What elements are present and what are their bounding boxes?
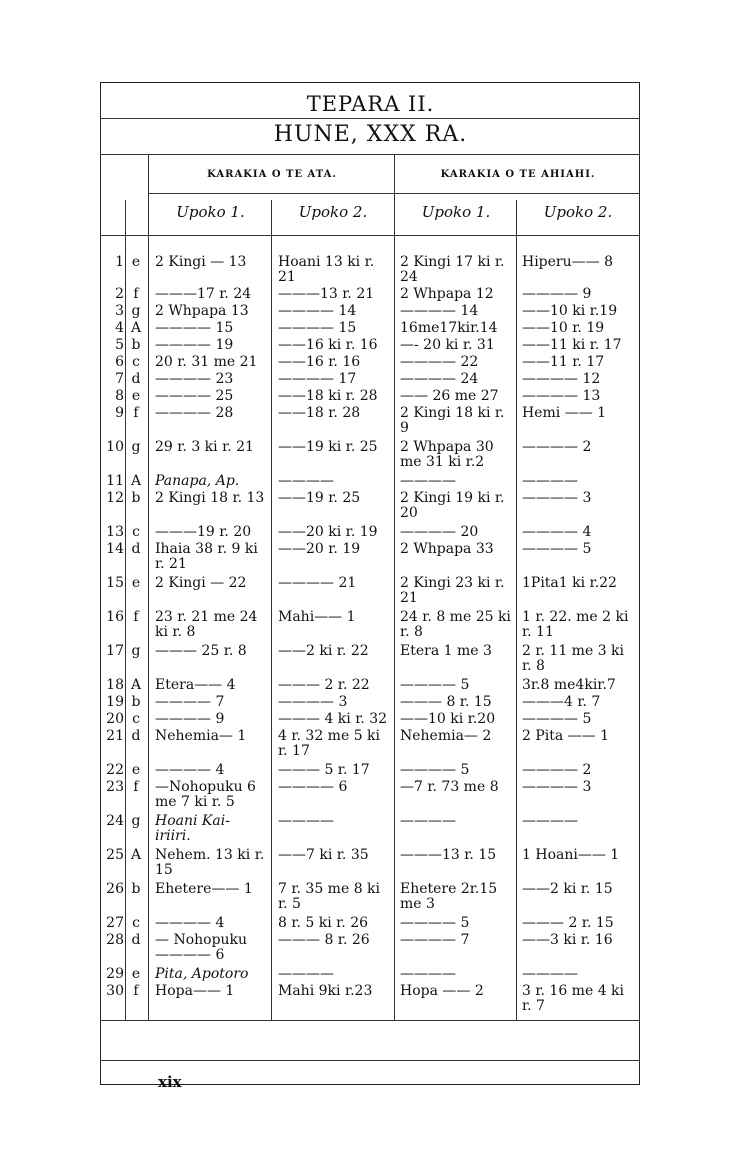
cell-d: ———— 3 [522,780,592,795]
cell-a: 20 r. 31 me 21 [155,355,258,370]
cell-day: 1 [115,255,124,270]
cell-letter: A [130,321,142,336]
cell-a: 29 r. 3 ki r. 21 [155,440,254,455]
cell-day: 26 [106,882,124,897]
cell-letter: d [131,729,141,744]
cell-letter: f [133,780,139,795]
cell-day: 14 [106,542,124,557]
cell-a: 23 r. 21 me 24 ki r. 8 [155,610,258,640]
cell-day: 24 [106,814,124,829]
cell-b: 7 r. 35 me 8 ki r. 5 [278,882,381,912]
cell-a: ———19 r. 20 [155,525,252,540]
cell-a: Hopa—— 1 [155,984,235,999]
rule-top-title [100,118,640,119]
cell-c: ———— 22 [400,355,479,370]
cell-b: ——20 ki r. 19 [278,525,378,540]
cell-a: ———— 4 [155,916,225,931]
cell-letter: g [131,440,141,455]
vrule-c1 [271,200,272,1020]
cell-d: ——11 r. 17 [522,355,605,370]
cell-b: ——7 ki r. 35 [278,848,369,863]
cell-day: 7 [115,372,124,387]
cell-letter: g [131,814,141,829]
cell-b: ———— 15 [278,321,357,336]
cell-c: —7 r. 73 me 8 [400,780,499,795]
cell-c: ———— 24 [400,372,479,387]
cell-day: 16 [106,610,124,625]
cell-d: ———— 5 [522,542,592,557]
cell-d: 2 r. 11 me 3 ki r. 8 [522,644,625,674]
cell-b: ——18 r. 28 [278,406,361,421]
cell-c: 2 Kingi 17 ki r. 24 [400,255,505,285]
cell-a: ———17 r. 24 [155,287,252,302]
cell-a: Ihaia 38 r. 9 ki r. 21 [155,542,258,572]
cell-b: ———13 r. 21 [278,287,375,302]
cell-letter: c [132,525,140,540]
cell-letter: c [132,355,140,370]
cell-letter: A [130,848,142,863]
cell-a: ———— 7 [155,695,225,710]
cell-d: 1Pita1 ki r.22 [522,576,617,591]
cell-letter: A [130,678,142,693]
cell-day: 30 [106,984,124,999]
cell-a: 2 Kingi — 13 [155,255,247,270]
cell-day: 15 [106,576,124,591]
cell-a: ——— 25 r. 8 [155,644,247,659]
cell-letter: d [131,542,141,557]
cell-d: 3 r. 16 me 4 ki r. 7 [522,984,625,1014]
colhead-2: Upoko 2. [298,203,368,221]
cell-c: ———— 5 [400,678,470,693]
cell-letter: b [131,338,141,353]
cell-letter: A [130,474,142,489]
cell-a: ———— 28 [155,406,234,421]
cell-c: ———— 5 [400,763,470,778]
cell-c: ——10 ki r.20 [400,712,496,727]
cell-a: Ehetere—— 1 [155,882,253,897]
page-title: TEPARA II. [306,92,435,116]
cell-b: ——18 ki r. 28 [278,389,378,404]
cell-day: 3 [115,304,124,319]
cell-b: ——19 r. 25 [278,491,361,506]
cell-b: ——— 5 r. 17 [278,763,370,778]
cell-day: 11 [106,474,124,489]
cell-d: ———4 r. 7 [522,695,601,710]
cell-letter: f [133,406,139,421]
cell-d: ———— [522,474,578,489]
cell-a: ———— 4 [155,763,225,778]
cell-letter: b [131,491,141,506]
cell-letter: c [132,916,140,931]
vrule-c3 [516,200,517,1020]
cell-d: ———— 9 [522,287,592,302]
cell-b: ———— 14 [278,304,357,319]
cell-b: 8 r. 5 ki r. 26 [278,916,369,931]
cell-day: 20 [106,712,124,727]
cell-a: 2 Whpapa 13 [155,304,249,319]
cell-day: 21 [106,729,124,744]
cell-day: 2 [115,287,124,302]
cell-a: Nehem. 13 ki r. 15 [155,848,265,878]
cell-a: ———— 19 [155,338,234,353]
page-number: xix [158,1073,182,1091]
cell-b: ——— 2 r. 22 [278,678,370,693]
cell-d: 3r.8 me4kir.7 [522,678,616,693]
rule-below-month [100,154,640,155]
colhead-1: Upoko 1. [176,203,245,221]
cell-a: ———— 25 [155,389,234,404]
cell-day: 29 [106,967,124,982]
cell-a: Hoani Kai-iriiri. [155,814,230,844]
cell-c: 24 r. 8 me 25 ki r. 8 [400,610,511,640]
cell-d: ——3 ki r. 16 [522,933,613,948]
cell-day: 17 [106,644,124,659]
cell-d: 2 Pita —— 1 [522,729,610,744]
cell-b: ———— [278,474,334,489]
vrule-groups [394,155,395,1020]
cell-b: Mahi—— 1 [278,610,356,625]
cell-d: Hemi —— 1 [522,406,607,421]
cell-b: ———— 3 [278,695,348,710]
cell-day: 12 [106,491,124,506]
cell-a: 2 Kingi — 22 [155,576,247,591]
cell-letter: f [133,610,139,625]
cell-d: ———— 4 [522,525,592,540]
cell-b: ——20 r. 19 [278,542,361,557]
group-morning: KARAKIA O TE ATA. [207,169,337,180]
cell-c: Nehemia— 2 [400,729,492,744]
cell-a: Nehemia— 1 [155,729,247,744]
cell-c: ———— 7 [400,933,470,948]
cell-d: ——2 ki r. 15 [522,882,613,897]
rule-table-bottom [100,1020,640,1021]
colhead-4: Upoko 2. [543,203,613,221]
cell-c: 2 Whpapa 30 me 31 ki r.2 [400,440,494,470]
cell-c: ———— 20 [400,525,479,540]
cell-letter: b [131,882,141,897]
cell-day: 27 [106,916,124,931]
cell-a: —Nohopuku 6 me 7 ki r. 5 [155,780,256,810]
cell-d: 1 r. 22. me 2 ki r. 11 [522,610,629,640]
cell-c: 2 Kingi 19 ki r. 20 [400,491,505,521]
cell-a: Panapa, Ap. [155,474,240,489]
cell-c: —— 26 me 27 [400,389,499,404]
cell-b: ——— 4 ki r. 32 [278,712,388,727]
cell-letter: f [133,984,139,999]
cell-c: ———— [400,967,456,982]
cell-letter: b [131,695,141,710]
cell-b: ——19 ki r. 25 [278,440,378,455]
cell-day: 19 [106,695,124,710]
cell-b: ——2 ki r. 22 [278,644,369,659]
cell-d: ———— 12 [522,372,601,387]
cell-d: ———— 5 [522,712,592,727]
cell-c: 2 Kingi 18 ki r. 9 [400,406,505,436]
cell-day: 5 [115,338,124,353]
group-evening: KARAKIA O TE AHIAHI. [440,169,596,180]
cell-c: ——— 8 r. 15 [400,695,492,710]
rule-below-colheads [100,235,640,236]
cell-a: — Nohopuku ———— 6 [155,933,248,963]
cell-d: ———— 3 [522,491,592,506]
cell-letter: e [131,255,141,270]
colhead-3: Upoko 1. [421,203,491,221]
cell-c: 16me17kir.14 [400,321,498,336]
cell-letter: c [132,712,140,727]
cell-d: ———— 2 [522,440,592,455]
cell-letter: e [131,389,141,404]
cell-c: Hopa —— 2 [400,984,484,999]
cell-b: ——16 r. 16 [278,355,361,370]
cell-d: ——10 r. 19 [522,321,605,336]
cell-d: ———— [522,814,578,829]
cell-a: ———— 15 [155,321,234,336]
cell-b: Hoani 13 ki r. 21 [278,255,375,285]
cell-b: ———— [278,967,334,982]
cell-d: ——— 2 r. 15 [522,916,614,931]
cell-d: 1 Hoani—— 1 [522,848,620,863]
cell-letter: g [131,304,141,319]
cell-day: 28 [106,933,124,948]
cell-day: 10 [106,440,124,455]
month-heading: HUNE, XXX RA. [273,122,468,147]
cell-letter: d [131,933,141,948]
cell-c: ———13 r. 15 [400,848,497,863]
cell-b: ———— 21 [278,576,357,591]
cell-letter: f [133,287,139,302]
cell-d: ———— 13 [522,389,601,404]
cell-b: ——— 8 r. 26 [278,933,370,948]
cell-b: ———— 6 [278,780,348,795]
cell-b: Mahi 9ki r.23 [278,984,373,999]
cell-day: 13 [106,525,124,540]
cell-day: 23 [106,780,124,795]
cell-c: 2 Whpapa 33 [400,542,494,557]
cell-c: ———— 14 [400,304,479,319]
cell-b: ———— [278,814,334,829]
cell-d: ———— [522,967,578,982]
cell-day: 6 [115,355,124,370]
cell-c: ———— [400,474,456,489]
cell-c: ———— [400,814,456,829]
cell-a: 2 Kingi 18 r. 13 [155,491,265,506]
cell-letter: e [131,967,141,982]
cell-letter: d [131,372,141,387]
cell-d: ——11 ki r. 17 [522,338,622,353]
cell-day: 18 [106,678,124,693]
cell-d: ——10 ki r.19 [522,304,618,319]
cell-b: ——16 ki r. 16 [278,338,378,353]
cell-c: Ehetere 2r.15 me 3 [400,882,498,912]
cell-c: 2 Kingi 23 ki r. 21 [400,576,505,606]
cell-c: Etera 1 me 3 [400,644,492,659]
cell-day: 9 [115,406,124,421]
cell-c: ———— 5 [400,916,470,931]
cell-c: 2 Whpapa 12 [400,287,494,302]
cell-c: —- 20 ki r. 31 [400,338,495,353]
cell-b: ———— 17 [278,372,357,387]
cell-day: 4 [115,321,124,336]
cell-a: Etera—— 4 [155,678,236,693]
cell-a: Pita, Apotoro [155,967,249,982]
vrule-letter [148,155,149,1020]
cell-day: 22 [106,763,124,778]
cell-d: ———— 2 [522,763,592,778]
cell-a: ———— 23 [155,372,234,387]
cell-day: 25 [106,848,124,863]
rule-footer-inner [100,1060,640,1061]
cell-b: 4 r. 32 me 5 ki r. 17 [278,729,381,759]
cell-a: ———— 9 [155,712,225,727]
cell-letter: g [131,644,141,659]
cell-letter: e [131,576,141,591]
cell-day: 8 [115,389,124,404]
cell-letter: e [131,763,141,778]
cell-d: Hiperu—— 8 [522,255,613,270]
